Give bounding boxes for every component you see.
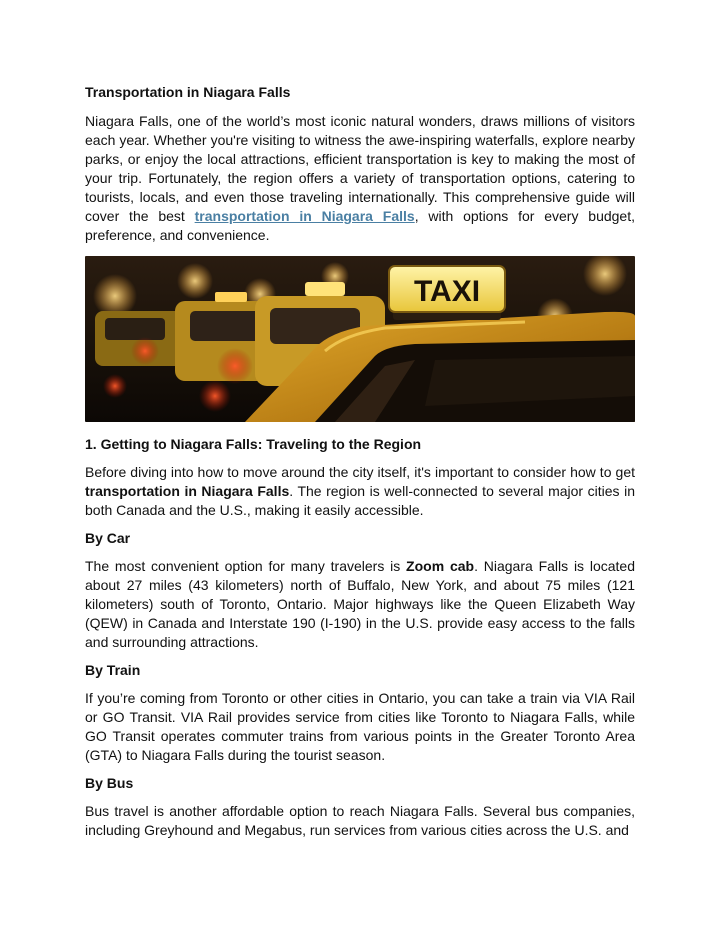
intro-text-before: Niagara Falls, one of the world’s most iconic natural wonders, draws millions of visitors each year. Whether you're visiting to witness the awe-inspiring waterfalls, explore nearby parks, or enjoy the local attractions, efficient transportation is key to making the most of your trip. Fortunately, the region offers a variety of transportation options, catering to tourists, locals, and even those traveling internationally. This comprehensive guide will cover the best (85, 113, 635, 224)
by-car-bold-text: Zoom cab (406, 558, 475, 574)
by-train-paragraph: If you’re coming from Toronto or other cities in Ontario, you can take a train via VIA Rail or GO Transit. VIA Rail provides service from cities like Toronto to Niagara Falls, while GO Transit operates commuter trains from various points in the Greater Toronto Area (GTA) to Niagara Falls during the tourist season. (85, 690, 635, 763)
by-bus-paragraph: Bus travel is another affordable option to reach Niagara Falls. Several bus companies, including Greyhound and Megabus, run services from various cities across the U.S. and (85, 803, 635, 838)
section1-text-after: . The region is well-connected to several major cities in both Canada and the U.S., making it easily accessible. (85, 483, 635, 518)
by-train-heading: By Train (85, 662, 141, 678)
by-car-text-after: . Niagara Falls is located about 27 miles (43 kilometers) north of Buffalo, New York, and about 75 miles (121 kilometers) south of Toronto, Ontario. Major highways like the Queen Elizabeth Way (QEW) in Canada and Interstate 190 (I-190) in the U.S. provide easy access to the falls and surrounding attractions. (85, 558, 635, 650)
section1-text-before: Before diving into how to move around the city itself, it's important to consider how to get (85, 464, 635, 480)
section1-heading: 1. Getting to Niagara Falls: Traveling to the Region (85, 436, 422, 452)
transportation-link[interactable]: transportation in Niagara Falls (194, 208, 415, 224)
section1-paragraph (85, 463, 635, 520)
taxi-sign-text: TAXI (413, 275, 481, 308)
by-bus-heading: By Bus (85, 775, 134, 791)
article-body (85, 83, 635, 849)
by-car-text-before: The most convenient option for many travelers is (85, 558, 407, 574)
section1-bold-text: transportation in Niagara Falls (85, 483, 290, 499)
intro-paragraph (85, 112, 635, 245)
intro-text-after: , with options for every budget, preference, and convenience. (85, 208, 636, 243)
by-car-paragraph (85, 557, 635, 652)
taxi-photo (85, 256, 635, 422)
article-title: Transportation in Niagara Falls (85, 84, 291, 100)
by-car-heading: By Car (85, 530, 131, 546)
